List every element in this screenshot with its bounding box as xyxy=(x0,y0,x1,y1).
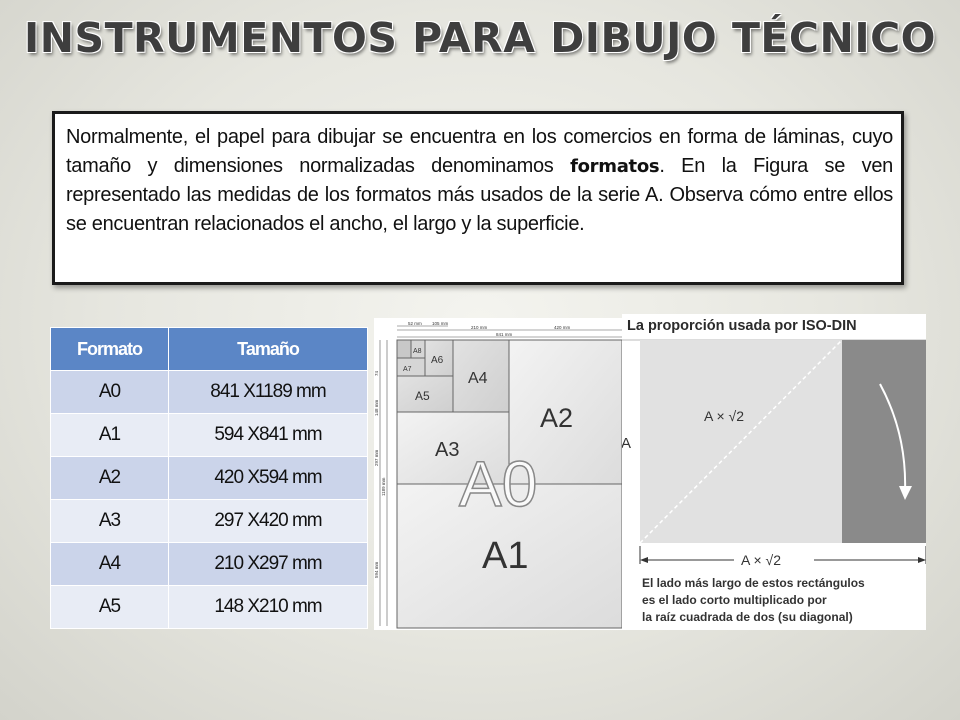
format-cell: A5 xyxy=(51,586,169,629)
label-a8: A8 xyxy=(413,348,422,355)
size-cell: 594 X841 mm xyxy=(169,414,368,457)
header-formato: Formato xyxy=(51,328,169,371)
format-cell: A0 xyxy=(51,371,169,414)
label-a6: A6 xyxy=(431,355,444,366)
table-row xyxy=(51,586,368,629)
label-a3: A3 xyxy=(435,439,460,461)
label-a1: A1 xyxy=(482,535,529,577)
size-cell: 420 X594 mm xyxy=(169,457,368,500)
size-cell: 148 X210 mm xyxy=(169,586,368,629)
diagonal-label: A × √2 xyxy=(704,408,744,424)
table-row xyxy=(51,543,368,586)
iso-proportion-figure xyxy=(622,314,926,630)
intro-keyword: formatos xyxy=(570,156,660,177)
table-row xyxy=(51,414,368,457)
dim-label: 841 mm xyxy=(496,332,513,337)
dim-label: 148 mm xyxy=(374,399,379,416)
dim-label: 105 mm xyxy=(432,321,449,326)
table-row xyxy=(51,371,368,414)
label-a7: A7 xyxy=(403,366,412,373)
size-cell: 841 X1189 mm xyxy=(169,371,368,414)
table-row xyxy=(51,500,368,543)
dim-label: 52 mm xyxy=(408,321,422,326)
size-cell: 210 X297 mm xyxy=(169,543,368,586)
formats-table xyxy=(50,327,368,629)
caption-line: la raíz cuadrada de dos (su diagonal) xyxy=(642,610,853,624)
label-a4: A4 xyxy=(468,370,488,387)
page-title: INSTRUMENTOS PARA DIBUJO TÉCNICO xyxy=(23,14,937,62)
bottom-dimension-label: A × √2 xyxy=(741,552,781,568)
dim-label: 1189 mm xyxy=(381,477,386,496)
format-cell: A4 xyxy=(51,543,169,586)
caption-line: es el lado corto multiplicado por xyxy=(642,593,827,607)
format-cell: A2 xyxy=(51,457,169,500)
sheet-remainder xyxy=(397,340,411,358)
caption-line: El lado más largo de estos rectángulos xyxy=(642,576,865,590)
extension-region xyxy=(842,340,926,543)
dim-label: 594 mm xyxy=(374,561,379,578)
label-a5: A5 xyxy=(415,389,430,403)
intro-text-start: Normalmente, el papel para dibujar se encuentra en los comercios en forma de láminas, cuyo tamaño y dimensiones normalizadas denominamos xyxy=(66,126,893,177)
table-header-row xyxy=(51,328,368,371)
intro-textbox xyxy=(52,111,904,285)
dim-label: 297 mm xyxy=(374,449,379,466)
format-cell: A3 xyxy=(51,500,169,543)
label-a0: A0 xyxy=(459,448,538,520)
dim-label: 420 mm xyxy=(554,325,571,330)
intro-text-end: . En la Figura se ven representado las medidas de los formatos más usados de la serie A. Observa cómo entre ellos se encuentran relacionados el ancho, el largo y la superficie. xyxy=(66,155,893,235)
iso-figure-title: La proporción usada por ISO-DIN xyxy=(627,318,857,334)
table-row xyxy=(51,457,368,500)
dim-label: 74 xyxy=(374,370,379,376)
side-label: A xyxy=(622,435,632,452)
paper-sizes-figure xyxy=(374,318,628,630)
dim-label: 210 mm xyxy=(471,325,488,330)
label-a2: A2 xyxy=(540,403,574,433)
size-cell: 297 X420 mm xyxy=(169,500,368,543)
format-cell: A1 xyxy=(51,414,169,457)
header-tamano: Tamaño xyxy=(169,328,368,371)
